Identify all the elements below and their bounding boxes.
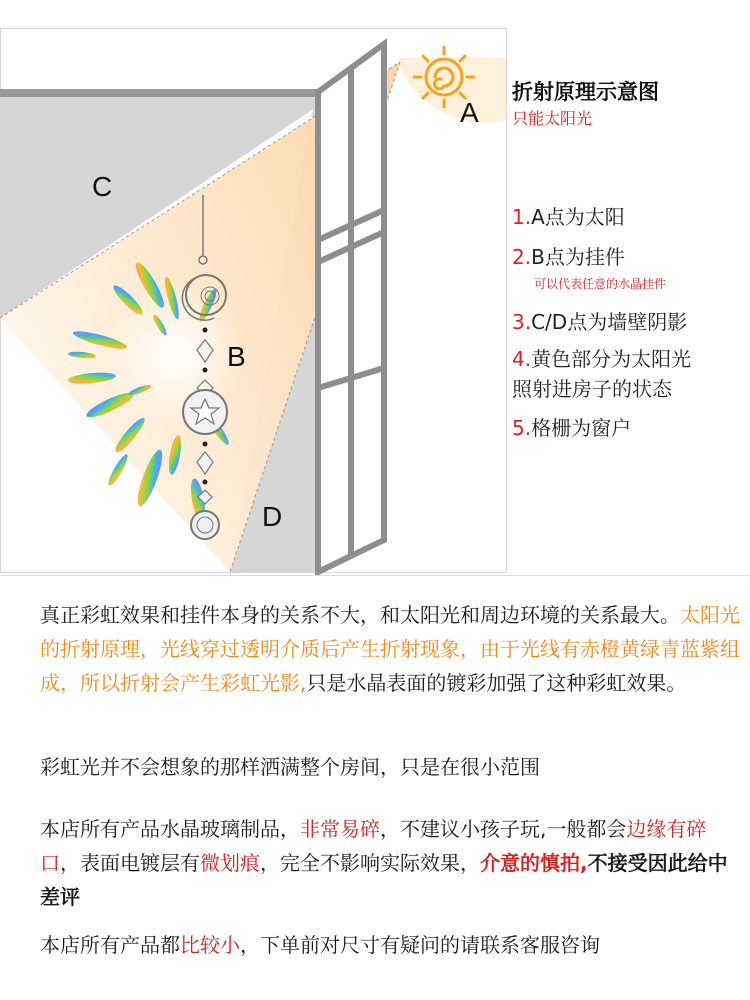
legend-item-2 <box>512 242 625 272</box>
paragraph-size-notice <box>40 928 740 962</box>
p4-c: ，下单前对尺寸有疑问的请联系客服咨询 <box>240 933 600 957</box>
p4-small: 比较小 <box>180 933 240 957</box>
p3-a: 本店所有产品水晶玻璃制品， <box>40 817 300 841</box>
legend-num: 2. <box>512 245 532 269</box>
legend-item-4 <box>512 344 691 404</box>
p2-text: 彩虹光并不会想象的那样洒满整个房间，只是在很小范围 <box>40 755 540 779</box>
p3-warning: 介意的慎拍, <box>480 851 588 875</box>
legend-item-5 <box>512 413 631 443</box>
legend-note-2: 可以代表任意的水晶挂件 <box>534 277 667 291</box>
paragraph-rainbow-principle <box>40 598 740 700</box>
p3-e: ，表面电镀层有 <box>60 851 200 875</box>
legend-item-1 <box>512 202 625 232</box>
p4-a: 本店所有产品都 <box>40 933 180 957</box>
legend-num: 4. <box>512 347 532 371</box>
p1-highlight: 太阳光的折射原理，光线穿过透明介质后产生折射现象，由于光线有赤橙黄绿青蓝紫组成，所以折射会产生彩虹光影, <box>40 603 740 695</box>
p3-scratches: 微划痕 <box>200 851 260 875</box>
legend-num: 1. <box>512 205 532 229</box>
p3-no-bad-review: 不接受因此给中差评 <box>40 851 728 909</box>
legend-text: 格栅为窗户 <box>531 416 632 440</box>
legend-text: C/D点为墙壁阴影 <box>531 310 688 334</box>
paragraph-fragile-notice <box>40 812 740 914</box>
ceiling-line <box>0 89 318 97</box>
section-divider <box>0 575 750 576</box>
legend-item-3 <box>512 307 687 337</box>
legend-num: 5. <box>512 416 532 440</box>
p3-edge-chips: 边缘有碎口 <box>40 817 707 875</box>
legend-text-line2: 照射进房子的状态 <box>512 377 672 401</box>
legend-text: 黄色部分为太阳光 <box>531 347 692 371</box>
p1-plain: 真正彩虹效果和挂件本身的关系不大，和太阳光和周边环境的关系最大。 <box>40 603 680 627</box>
label-a: A <box>460 97 479 128</box>
diagram-title: 折射原理示意图 <box>512 80 659 104</box>
p3-fragile: 非常易碎 <box>300 817 380 841</box>
legend-num: 3. <box>512 310 532 334</box>
legend-text: A点为太阳 <box>531 205 625 229</box>
diagram-subtitle: 只能太阳光 <box>512 109 593 128</box>
label-c: C <box>92 171 113 202</box>
label-b: B <box>227 341 246 372</box>
p3-c: ，不建议小孩子玩,一般都会 <box>380 817 627 841</box>
p1-tail: 只是水晶表面的镀彩加强了这种彩虹效果。 <box>306 671 687 695</box>
legend-text: B点为挂件 <box>531 245 625 269</box>
label-d: D <box>262 501 283 532</box>
p3-g: ，完全不影响实际效果， <box>260 851 480 875</box>
window-frame <box>318 44 384 572</box>
paragraph-range <box>40 750 740 784</box>
